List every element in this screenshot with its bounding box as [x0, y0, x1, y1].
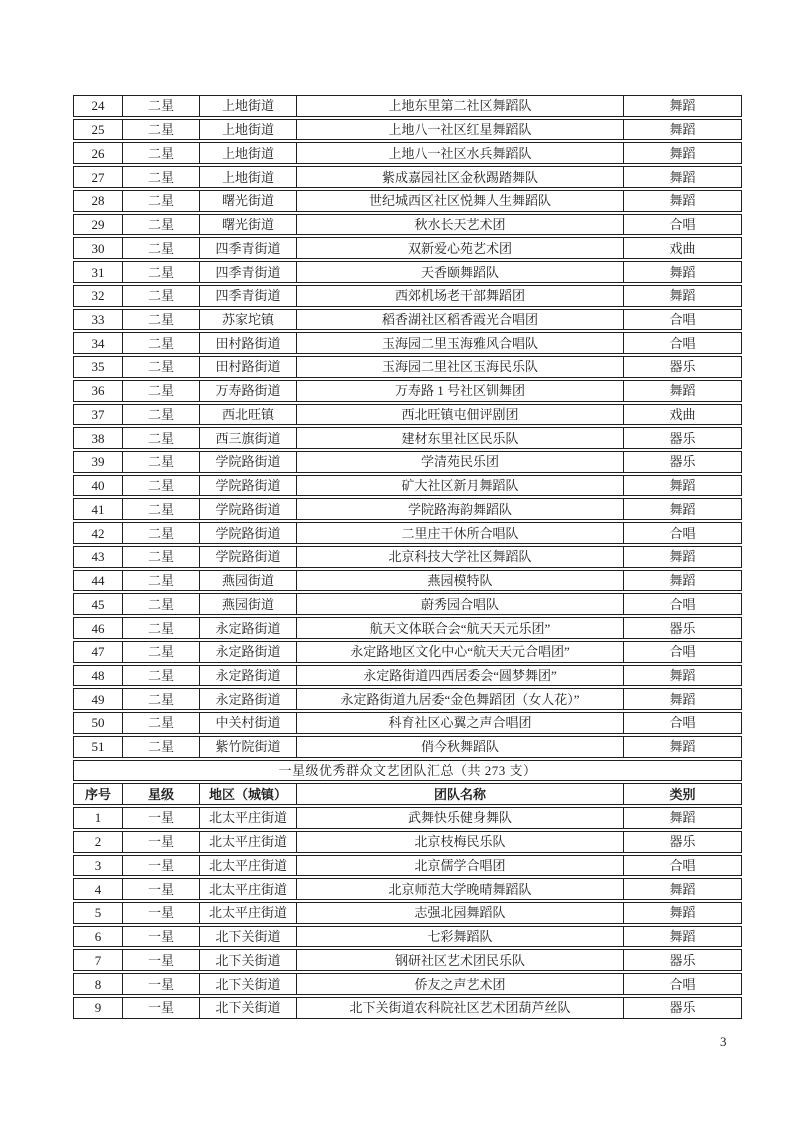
table-cell: 合唱: [624, 855, 742, 877]
table-row: [73, 807, 742, 829]
table-cell: 一星: [123, 973, 200, 995]
table-cell: 二星: [123, 285, 200, 307]
table-row: [73, 356, 742, 378]
table-row: [73, 309, 742, 331]
table-cell: 27: [73, 166, 123, 188]
table-cell: 28: [73, 190, 123, 212]
table-cell: 二星: [123, 214, 200, 236]
table-cell: 45: [73, 593, 123, 615]
table-cell: 钢研社区艺术团民乐队: [297, 949, 624, 971]
table-cell: 舞蹈: [624, 119, 742, 141]
table-row: [73, 237, 742, 259]
table-cell: 6: [73, 926, 123, 948]
table-cell: 合唱: [624, 641, 742, 663]
table-cell: 学院路海韵舞蹈队: [297, 498, 624, 520]
table-cell: 32: [73, 285, 123, 307]
table-cell: 航天文体联合会“航天天元乐团”: [297, 617, 624, 639]
table-row: [73, 119, 742, 141]
section2-title: 一星级优秀群众文艺团队汇总（共 273 支）: [73, 760, 742, 782]
table-cell: 北下关街道: [200, 949, 297, 971]
table-row: [73, 285, 742, 307]
table-header-row: [73, 783, 742, 805]
table-cell: 合唱: [624, 214, 742, 236]
table-cell: 北京师范大学晚晴舞蹈队: [297, 878, 624, 900]
table-cell: 学院路街道: [200, 451, 297, 473]
table-cell: 43: [73, 546, 123, 568]
table-cell: 燕园街道: [200, 593, 297, 615]
table-cell: 二星: [123, 190, 200, 212]
table-cell: 二星: [123, 95, 200, 117]
table-row: [73, 593, 742, 615]
table-cell: 二星: [123, 332, 200, 354]
page-number: 3: [720, 1034, 727, 1049]
table-cell: 51: [73, 736, 123, 758]
table-cell: 俏今秋舞蹈队: [297, 736, 624, 758]
table-row: [73, 95, 742, 117]
table-cell: 田村路街道: [200, 356, 297, 378]
table-cell: 50: [73, 712, 123, 734]
table-cell: 二星: [123, 166, 200, 188]
section2-title-block: [73, 760, 742, 805]
table-cell: 47: [73, 641, 123, 663]
table-cell: 合唱: [624, 332, 742, 354]
table-cell: 二星: [123, 237, 200, 259]
table-cell: 二星: [123, 617, 200, 639]
table-cell: 二星: [123, 309, 200, 331]
table-cell: 49: [73, 688, 123, 710]
table-cell: 二星: [123, 546, 200, 568]
table-cell: 30: [73, 237, 123, 259]
table-cell: 戏曲: [624, 237, 742, 259]
table-cell: 舞蹈: [624, 926, 742, 948]
table-cell: 建材东里社区民乐队: [297, 427, 624, 449]
table-cell: 永定路街道九居委“金色舞蹈团（女人花）”: [297, 688, 624, 710]
troupe-roster-table: [73, 93, 742, 1021]
table-cell: 舞蹈: [624, 261, 742, 283]
table-cell: 四季青街道: [200, 261, 297, 283]
table-cell: 舞蹈: [624, 902, 742, 924]
table-row: [73, 261, 742, 283]
table-cell: 永定路街道: [200, 665, 297, 687]
table-cell: 稻香湖社区稻香霞光合唱团: [297, 309, 624, 331]
table-cell: 上地街道: [200, 95, 297, 117]
table-cell: 合唱: [624, 593, 742, 615]
table-cell: 秋水长天艺术团: [297, 214, 624, 236]
table-cell: 36: [73, 380, 123, 402]
table-cell: 二星: [123, 119, 200, 141]
table-cell: 舞蹈: [624, 498, 742, 520]
table-cell: 9: [73, 997, 123, 1019]
table-row: [73, 926, 742, 948]
table-row: [73, 973, 742, 995]
table-cell: 器乐: [624, 427, 742, 449]
table-cell: 志强北园舞蹈队: [297, 902, 624, 924]
table-cell: 一星: [123, 949, 200, 971]
table-cell: 西北旺镇: [200, 404, 297, 426]
table-cell: 上地街道: [200, 166, 297, 188]
table-cell: 舞蹈: [624, 688, 742, 710]
table-row: [73, 902, 742, 924]
table-cell: 学清苑民乐团: [297, 451, 624, 473]
table-cell: 万寿路 1 号社区钏舞团: [297, 380, 624, 402]
table-cell: 舞蹈: [624, 665, 742, 687]
table-cell: 北京枝梅民乐队: [297, 831, 624, 853]
table-row: [73, 522, 742, 544]
table-row: [73, 404, 742, 426]
table-cell: 33: [73, 309, 123, 331]
table-row: [73, 831, 742, 853]
table-cell: 二星: [123, 712, 200, 734]
table-row: [73, 451, 742, 473]
table-cell: 舞蹈: [624, 807, 742, 829]
table-cell: 舞蹈: [624, 546, 742, 568]
table-cell: 26: [73, 142, 123, 164]
table-cell: 学院路街道: [200, 498, 297, 520]
table-cell: 二星: [123, 475, 200, 497]
table-cell: 舞蹈: [624, 380, 742, 402]
table-cell: 二星: [123, 427, 200, 449]
table-cell: 舞蹈: [624, 570, 742, 592]
table-cell: 北太平庄街道: [200, 807, 297, 829]
table-cell: 戏曲: [624, 404, 742, 426]
table-cell: 万寿路街道: [200, 380, 297, 402]
table-cell: 二星: [123, 498, 200, 520]
table-row: [73, 190, 742, 212]
table-cell: 永定路街道四西居委会“圆梦舞团”: [297, 665, 624, 687]
table-row: [73, 380, 742, 402]
table-cell: 8: [73, 973, 123, 995]
table-cell: 二星: [123, 261, 200, 283]
table-cell: 舞蹈: [624, 878, 742, 900]
table-cell: 34: [73, 332, 123, 354]
table-cell: 一星: [123, 926, 200, 948]
header-cell-district: 地区（城镇）: [200, 783, 297, 805]
table-cell: 北京儒学合唱团: [297, 855, 624, 877]
table-cell: 一星: [123, 831, 200, 853]
table-cell: 七彩舞蹈队: [297, 926, 624, 948]
table-cell: 一星: [123, 997, 200, 1019]
section1-rows: [73, 95, 742, 758]
table-cell: 舞蹈: [624, 142, 742, 164]
table-cell: 燕园模特队: [297, 570, 624, 592]
table-cell: 38: [73, 427, 123, 449]
table-cell: 燕园街道: [200, 570, 297, 592]
table-cell: 器乐: [624, 831, 742, 853]
table-cell: 永定路地区文化中心“航天天元合唱团”: [297, 641, 624, 663]
table-cell: 器乐: [624, 451, 742, 473]
section-title-row: [73, 760, 742, 782]
table-cell: 西三旗街道: [200, 427, 297, 449]
table-row: [73, 332, 742, 354]
table-cell: 舞蹈: [624, 190, 742, 212]
table-row: [73, 214, 742, 236]
table-cell: 41: [73, 498, 123, 520]
table-cell: 永定路街道: [200, 641, 297, 663]
table-cell: 合唱: [624, 973, 742, 995]
table-cell: 矿大社区新月舞蹈队: [297, 475, 624, 497]
table-cell: 31: [73, 261, 123, 283]
table-cell: 器乐: [624, 997, 742, 1019]
table-cell: 器乐: [624, 949, 742, 971]
table-cell: 1: [73, 807, 123, 829]
table-cell: 7: [73, 949, 123, 971]
table-cell: 永定路街道: [200, 617, 297, 639]
table-cell: 24: [73, 95, 123, 117]
table-cell: 曙光街道: [200, 214, 297, 236]
table-cell: 北下关街道: [200, 926, 297, 948]
table-cell: 侨友之声艺术团: [297, 973, 624, 995]
table-cell: 二星: [123, 570, 200, 592]
table-row: [73, 617, 742, 639]
table-cell: 二星: [123, 404, 200, 426]
header-cell-index: 序号: [73, 783, 123, 805]
table-cell: 上地街道: [200, 142, 297, 164]
header-cell-star: 星级: [123, 783, 200, 805]
table-cell: 紫竹院街道: [200, 736, 297, 758]
table-cell: 舞蹈: [624, 736, 742, 758]
table-cell: 二星: [123, 356, 200, 378]
table-row: [73, 166, 742, 188]
table-row: [73, 997, 742, 1019]
table-cell: 双新爱心苑艺术团: [297, 237, 624, 259]
table-cell: 田村路街道: [200, 332, 297, 354]
table-cell: 学院路街道: [200, 475, 297, 497]
table-cell: 天香颐舞蹈队: [297, 261, 624, 283]
table-cell: 一星: [123, 807, 200, 829]
table-cell: 上地东里第二社区舞蹈队: [297, 95, 624, 117]
table-cell: 玉海园二里玉海雅风合唱队: [297, 332, 624, 354]
table-cell: 一星: [123, 878, 200, 900]
table-cell: 25: [73, 119, 123, 141]
table-cell: 上地街道: [200, 119, 297, 141]
table-row: [73, 546, 742, 568]
table-cell: 合唱: [624, 712, 742, 734]
table-row: [73, 475, 742, 497]
table-cell: 苏家坨镇: [200, 309, 297, 331]
table-row: [73, 641, 742, 663]
table-cell: 二星: [123, 736, 200, 758]
table-cell: 北下关街道农科院社区艺术团葫芦丝队: [297, 997, 624, 1019]
table-cell: 曙光街道: [200, 190, 297, 212]
table-row: [73, 427, 742, 449]
table-row: [73, 878, 742, 900]
table-cell: 一星: [123, 855, 200, 877]
table-cell: 科育社区心翼之声合唱团: [297, 712, 624, 734]
table-cell: 合唱: [624, 522, 742, 544]
table-cell: 29: [73, 214, 123, 236]
table-cell: 二星: [123, 451, 200, 473]
table-cell: 舞蹈: [624, 475, 742, 497]
table-cell: 2: [73, 831, 123, 853]
table-cell: 北太平庄街道: [200, 878, 297, 900]
table-row: [73, 498, 742, 520]
table-cell: 舞蹈: [624, 95, 742, 117]
header-cell-category: 类别: [624, 783, 742, 805]
table-cell: 46: [73, 617, 123, 639]
table-cell: 二星: [123, 142, 200, 164]
table-cell: 舞蹈: [624, 166, 742, 188]
table-cell: 北京科技大学社区舞蹈队: [297, 546, 624, 568]
table-cell: 西郊机场老干部舞蹈团: [297, 285, 624, 307]
table-cell: 学院路街道: [200, 522, 297, 544]
table-cell: 紫成嘉园社区金秋踢踏舞队: [297, 166, 624, 188]
table-cell: 39: [73, 451, 123, 473]
table-row: [73, 688, 742, 710]
table-cell: 35: [73, 356, 123, 378]
table-cell: 北下关街道: [200, 973, 297, 995]
table-cell: 四季青街道: [200, 285, 297, 307]
section2-rows: [73, 807, 742, 1019]
table-cell: 5: [73, 902, 123, 924]
table-cell: 世纪城西区社区悦舞人生舞蹈队: [297, 190, 624, 212]
table-cell: 舞蹈: [624, 285, 742, 307]
table-row: [73, 665, 742, 687]
table-cell: 42: [73, 522, 123, 544]
table-cell: 48: [73, 665, 123, 687]
table-cell: 北下关街道: [200, 997, 297, 1019]
table-cell: 44: [73, 570, 123, 592]
table-cell: 器乐: [624, 356, 742, 378]
table-cell: 北太平庄街道: [200, 855, 297, 877]
table-cell: 二星: [123, 688, 200, 710]
table-cell: 学院路街道: [200, 546, 297, 568]
table-cell: 二里庄干休所合唱队: [297, 522, 624, 544]
table-cell: 西北旺镇屯佃评剧团: [297, 404, 624, 426]
table-cell: 四季青街道: [200, 237, 297, 259]
table-cell: 40: [73, 475, 123, 497]
table-row: [73, 142, 742, 164]
table-cell: 上地八一社区水兵舞蹈队: [297, 142, 624, 164]
table-cell: 3: [73, 855, 123, 877]
table-cell: 武舞快乐健身舞队: [297, 807, 624, 829]
table-cell: 一星: [123, 902, 200, 924]
table-cell: 玉海园二里社区玉海民乐队: [297, 356, 624, 378]
table-cell: 中关村街道: [200, 712, 297, 734]
table-row: [73, 570, 742, 592]
table-cell: 永定路街道: [200, 688, 297, 710]
table-cell: 37: [73, 404, 123, 426]
header-cell-name: 团队名称: [297, 783, 624, 805]
table-cell: 二星: [123, 641, 200, 663]
table-row: [73, 712, 742, 734]
table-cell: 上地八一社区红星舞蹈队: [297, 119, 624, 141]
table-cell: 二星: [123, 522, 200, 544]
table-row: [73, 855, 742, 877]
table-row: [73, 736, 742, 758]
table-cell: 二星: [123, 593, 200, 615]
table-cell: 4: [73, 878, 123, 900]
table-cell: 蔚秀园合唱队: [297, 593, 624, 615]
table-cell: 北太平庄街道: [200, 831, 297, 853]
table-cell: 合唱: [624, 309, 742, 331]
table-cell: 北太平庄街道: [200, 902, 297, 924]
table-row: [73, 949, 742, 971]
table-cell: 器乐: [624, 617, 742, 639]
table-cell: 二星: [123, 665, 200, 687]
table-cell: 二星: [123, 380, 200, 402]
